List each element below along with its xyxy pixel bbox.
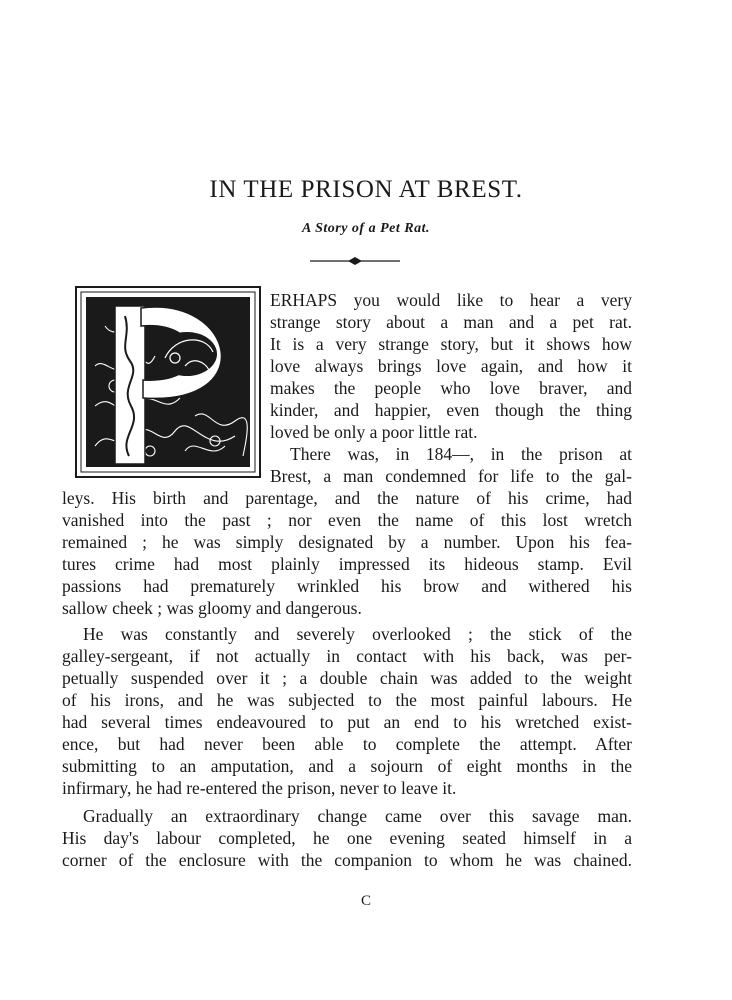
chapter-subtitle: A Story of a Pet Rat. bbox=[302, 221, 430, 236]
text-line: vanished into the past ; nor even the name of this lost wretch bbox=[62, 510, 632, 530]
text-line: had several times endeavoured to put an end to his wretched exist- bbox=[62, 712, 632, 732]
text-line: makes the people who love braver, and bbox=[270, 378, 632, 398]
chapter-title: IN THE PRISON AT BREST. bbox=[209, 176, 523, 203]
text-line: petually suspended over it ; a double chain was added to the weight bbox=[62, 668, 632, 688]
ornamental-rule bbox=[310, 255, 400, 267]
text-line: leys. His birth and parentage, and the nature of his crime, had bbox=[62, 488, 632, 508]
text-line: remained ; he was simply designated by a number. Upon his fea- bbox=[62, 532, 632, 552]
text-line: of his irons, and he was subjected to the most painful labours. He bbox=[62, 690, 632, 710]
text-line: strange story about a man and a pet rat. bbox=[270, 312, 632, 332]
text-line: He was constantly and severely overlooked ; the stick of the bbox=[83, 624, 632, 644]
text-line: sallow cheek ; was gloomy and dangerous. bbox=[62, 598, 362, 618]
text-line: loved be only a poor little rat. bbox=[270, 422, 478, 442]
text-line: love always brings love again, and how it bbox=[270, 356, 632, 376]
text-line: There was, in 184—, in the prison at bbox=[290, 444, 632, 464]
text-line: passions had prematurely wrinkled his brow and withered his bbox=[62, 576, 632, 596]
text-line: submitting to an amputation, and a sojourn of eight months in the bbox=[62, 756, 632, 776]
text-line: galley-sergeant, if not actually in contact with his back, was per- bbox=[62, 646, 632, 666]
text-line: It is a very strange story, but it shows how bbox=[270, 334, 632, 354]
text-line: tures crime had most plainly impressed its hideous stamp. Evil bbox=[62, 554, 632, 574]
text-line: Brest, a man condemned for life to the gal- bbox=[270, 466, 632, 486]
text-line: kinder, and happier, even though the thing bbox=[270, 400, 632, 420]
text-line: Gradually an extraordinary change came over this savage man. bbox=[83, 806, 632, 826]
text-line: His day's labour completed, he one evening seated himself in a bbox=[62, 828, 632, 848]
text-line: infirmary, he had re-entered the prison, never to leave it. bbox=[62, 778, 457, 798]
text-line: ERHAPS you would like to hear a very bbox=[270, 290, 632, 310]
text-line: ence, but had never been able to complete the attempt. After bbox=[62, 734, 632, 754]
page-signature: C bbox=[360, 893, 371, 909]
text-line: corner of the enclosure with the companion to whom he was chained. bbox=[62, 850, 632, 870]
decorated-initial-p bbox=[75, 286, 261, 478]
